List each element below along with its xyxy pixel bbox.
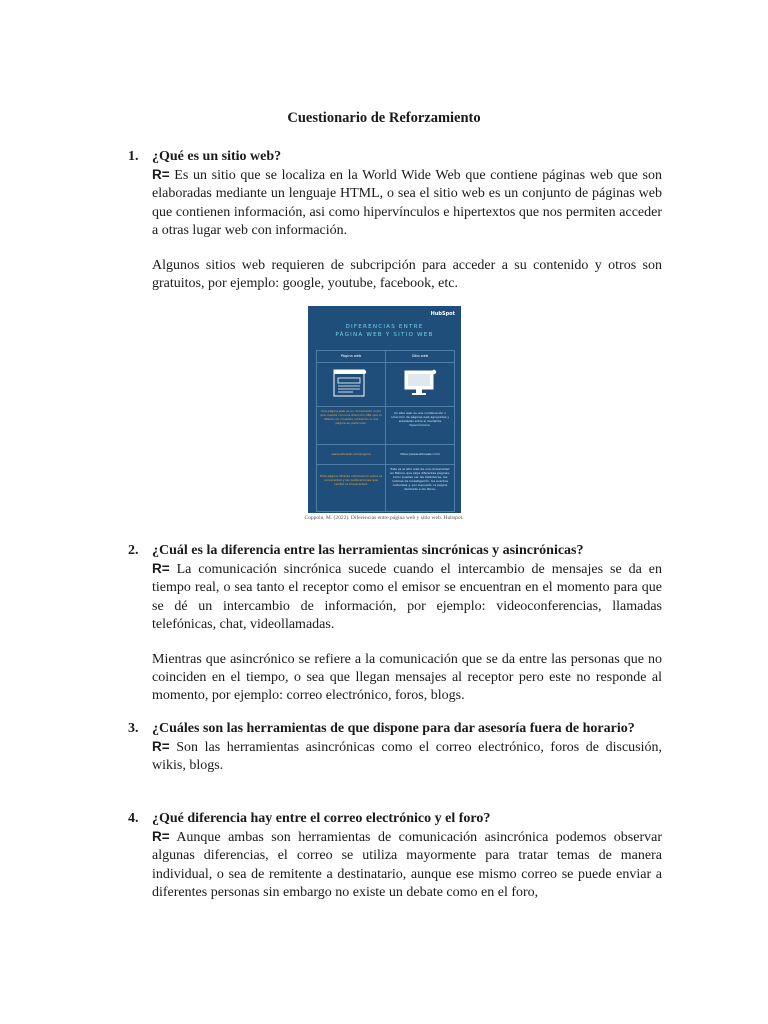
- infographic-title-line2: PÁGINA WEB Y SITIO WEB: [335, 332, 434, 338]
- answer-body: Son las herramientas asincrónicas como el correo electrónico, foros de discusión, wikis, blogs.: [152, 740, 662, 774]
- answer-paragraph: Algunos sitios web requieren de subcripción para acceder a su contenido y otros son gratuitos, por ejemplo: google, youtube, facebook, etc.: [152, 258, 662, 292]
- question-3: [128, 720, 662, 776]
- comparison-grid: [316, 350, 455, 512]
- question-number: 2.: [128, 543, 139, 558]
- website-monitor-icon: [403, 369, 437, 399]
- answer-prefix: R=: [152, 739, 170, 755]
- grid-divider: [385, 351, 386, 511]
- grid-divider: [317, 444, 454, 445]
- answer-body: La comunicación sincrónica sucede cuando el intercambio de mensajes se da en tiempo real, o sea tanto el receptor como el emisor se encuentran en el momento para que se dé un intercambio de información, por ejemplo: videoconferencias, llamadas telefónicas, chat, videollamadas.: [152, 562, 662, 632]
- question-1: [128, 148, 662, 293]
- right-example: Este es el sitio web de una Universidad en México que aloja diferentes páginas, como pueden ser las bibliotecas, las noticias de investigación, los eventos culturales y, por supuesto, la página dedicada a los libros.: [390, 467, 450, 491]
- answer-prefix: R=: [152, 561, 170, 577]
- right-description: Un sitio web es una combinación o colección de páginas web agrupadas y enlazadas entre sí mediante hipervínculos.: [390, 411, 450, 427]
- column-header-right: Sitio web: [411, 354, 429, 358]
- left-example: Esta página difunde información sobre la universidad y las publicaciones que recibió la Universidad.: [320, 474, 382, 486]
- infographic-title: [308, 323, 461, 339]
- answer-text: [152, 738, 662, 775]
- question-number: 4.: [128, 811, 139, 826]
- question-text: ¿Qué es un sitio web?: [152, 149, 282, 164]
- answer-text: [152, 828, 662, 902]
- document-title: Cuestionario de Reforzamiento: [287, 110, 481, 126]
- grid-divider: [317, 464, 454, 465]
- grid-divider: [317, 406, 454, 407]
- answer-paragraph: Mientras que asincrónico se refiere a la comunicación que se da entre las personas que no coinciden en el tiempo, o sea que llegan mensajes al receptor pero este no responde al momento, por ejemplo: correo electrónico, foros, blogs.: [152, 652, 662, 704]
- question-4: [128, 810, 662, 902]
- left-url: www.sitioweb.com/pagina: [331, 452, 371, 456]
- question-2: [128, 542, 662, 706]
- answer-body: Es un sitio que se localiza en la World Wide Web que contiene páginas web que son elaboradas mediante un lenguaje HTML, o sea el sitio web es un conjunto de páginas web que contienen información, asi como hipervínculos e hipertextos que nos permiten acceder a otras lugar web con información.: [152, 168, 662, 238]
- hubspot-logo: HubSpot: [430, 311, 455, 317]
- left-description: Una página web es un documento único que cuenta con una dirección URL que lo diferencia, muestra contenido a una página en particular.: [320, 409, 382, 425]
- right-url: https://www.sitioweb.com/: [400, 452, 440, 456]
- question-text: ¿Qué diferencia hay entre el correo electrónico y el foro?: [152, 811, 491, 826]
- infographic-image: [308, 306, 461, 513]
- answer-text: [152, 560, 662, 634]
- grid-divider: [317, 362, 454, 363]
- figure-caption: Coppola, M. (2022). Diferencias entre página web y sitio web. Hubspot.: [304, 515, 464, 521]
- answer-prefix: R=: [152, 167, 170, 183]
- question-number: 3.: [128, 721, 139, 736]
- infographic-title-line1: DIFERENCIAS ENTRE: [345, 324, 424, 330]
- question-number: 1.: [128, 149, 139, 164]
- question-text: ¿Cuál es la diferencia entre las herramientas sincrónicas y asincrónicas?: [152, 543, 584, 558]
- question-text: ¿Cuáles son las herramientas de que dispone para dar asesoría fuera de horario?: [152, 721, 635, 736]
- column-header-left: Página web: [340, 354, 362, 358]
- answer-text: [152, 166, 662, 240]
- answer-prefix: R=: [152, 829, 170, 845]
- webpage-icon: [333, 369, 367, 399]
- answer-body: Aunque ambas son herramientas de comunicación asincrónica podemos observar algunas diferencias, el correo se utiliza mayormente para tratar temas de manera individual, o sea de remitente a destinatario, aunque ese mismo correo se puede enviar a diferentes personas sin embargo no existe un debate como en el foro,: [152, 830, 662, 900]
